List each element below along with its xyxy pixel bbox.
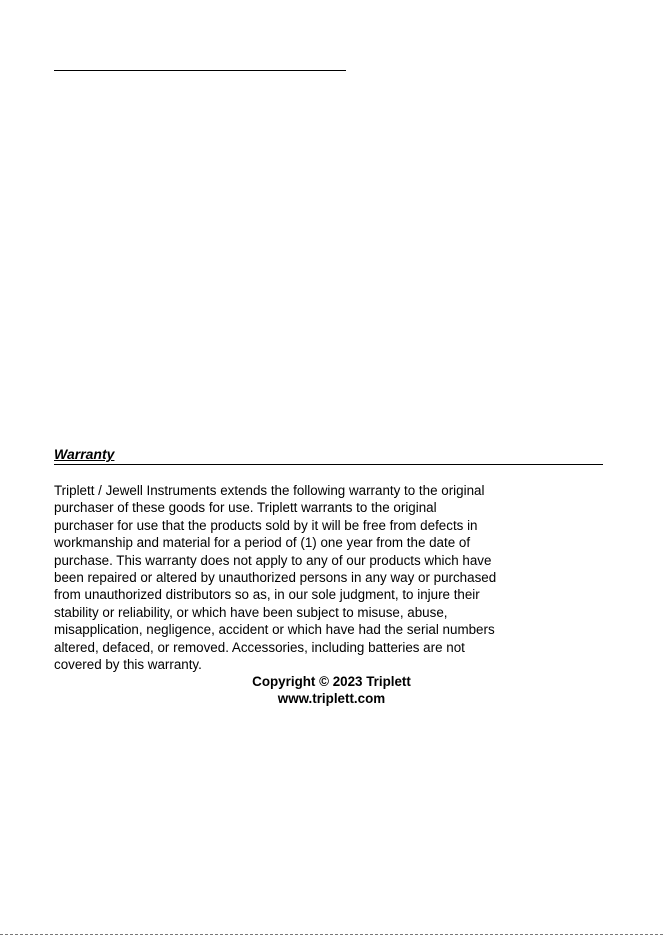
warranty-line: from unauthorized distributors so as, in our sole judgment, to injure their — [54, 587, 480, 603]
warranty-line: workmanship and material for a period of (1) one year from the date of — [54, 535, 471, 551]
warranty-line: altered, defaced, or removed. Accessories, including batteries are not — [54, 639, 465, 655]
warranty-section — [54, 446, 603, 673]
warranty-body — [54, 482, 564, 673]
warranty-heading: Warranty — [54, 446, 115, 462]
warranty-line: stability or reliability, or which have been subject to misuse, abuse, — [54, 604, 448, 620]
website-link[interactable]: www.triplett.com — [277, 691, 386, 706]
warranty-heading-rule — [54, 446, 603, 465]
page-bottom-edge — [0, 934, 663, 935]
warranty-line: been repaired or altered by unauthorized persons in any way or purchased — [54, 570, 497, 586]
warranty-line: Triplett / Jewell Instruments extends the following warranty to the original — [54, 483, 485, 498]
warranty-line: purchase. This warranty does not apply to any of our products which have — [54, 552, 492, 568]
top-divider — [54, 70, 346, 71]
warranty-line: purchaser of these goods for use. Triplett warrants to the original — [54, 500, 437, 516]
copyright-notice: Copyright © 2023 Triplett — [252, 674, 411, 689]
warranty-line: covered by this warranty. — [54, 657, 202, 673]
warranty-line: purchaser for use that the products sold by it will be free from defects in — [54, 517, 478, 533]
warranty-line: misapplication, negligence, accident or which have had the serial numbers — [54, 622, 495, 638]
